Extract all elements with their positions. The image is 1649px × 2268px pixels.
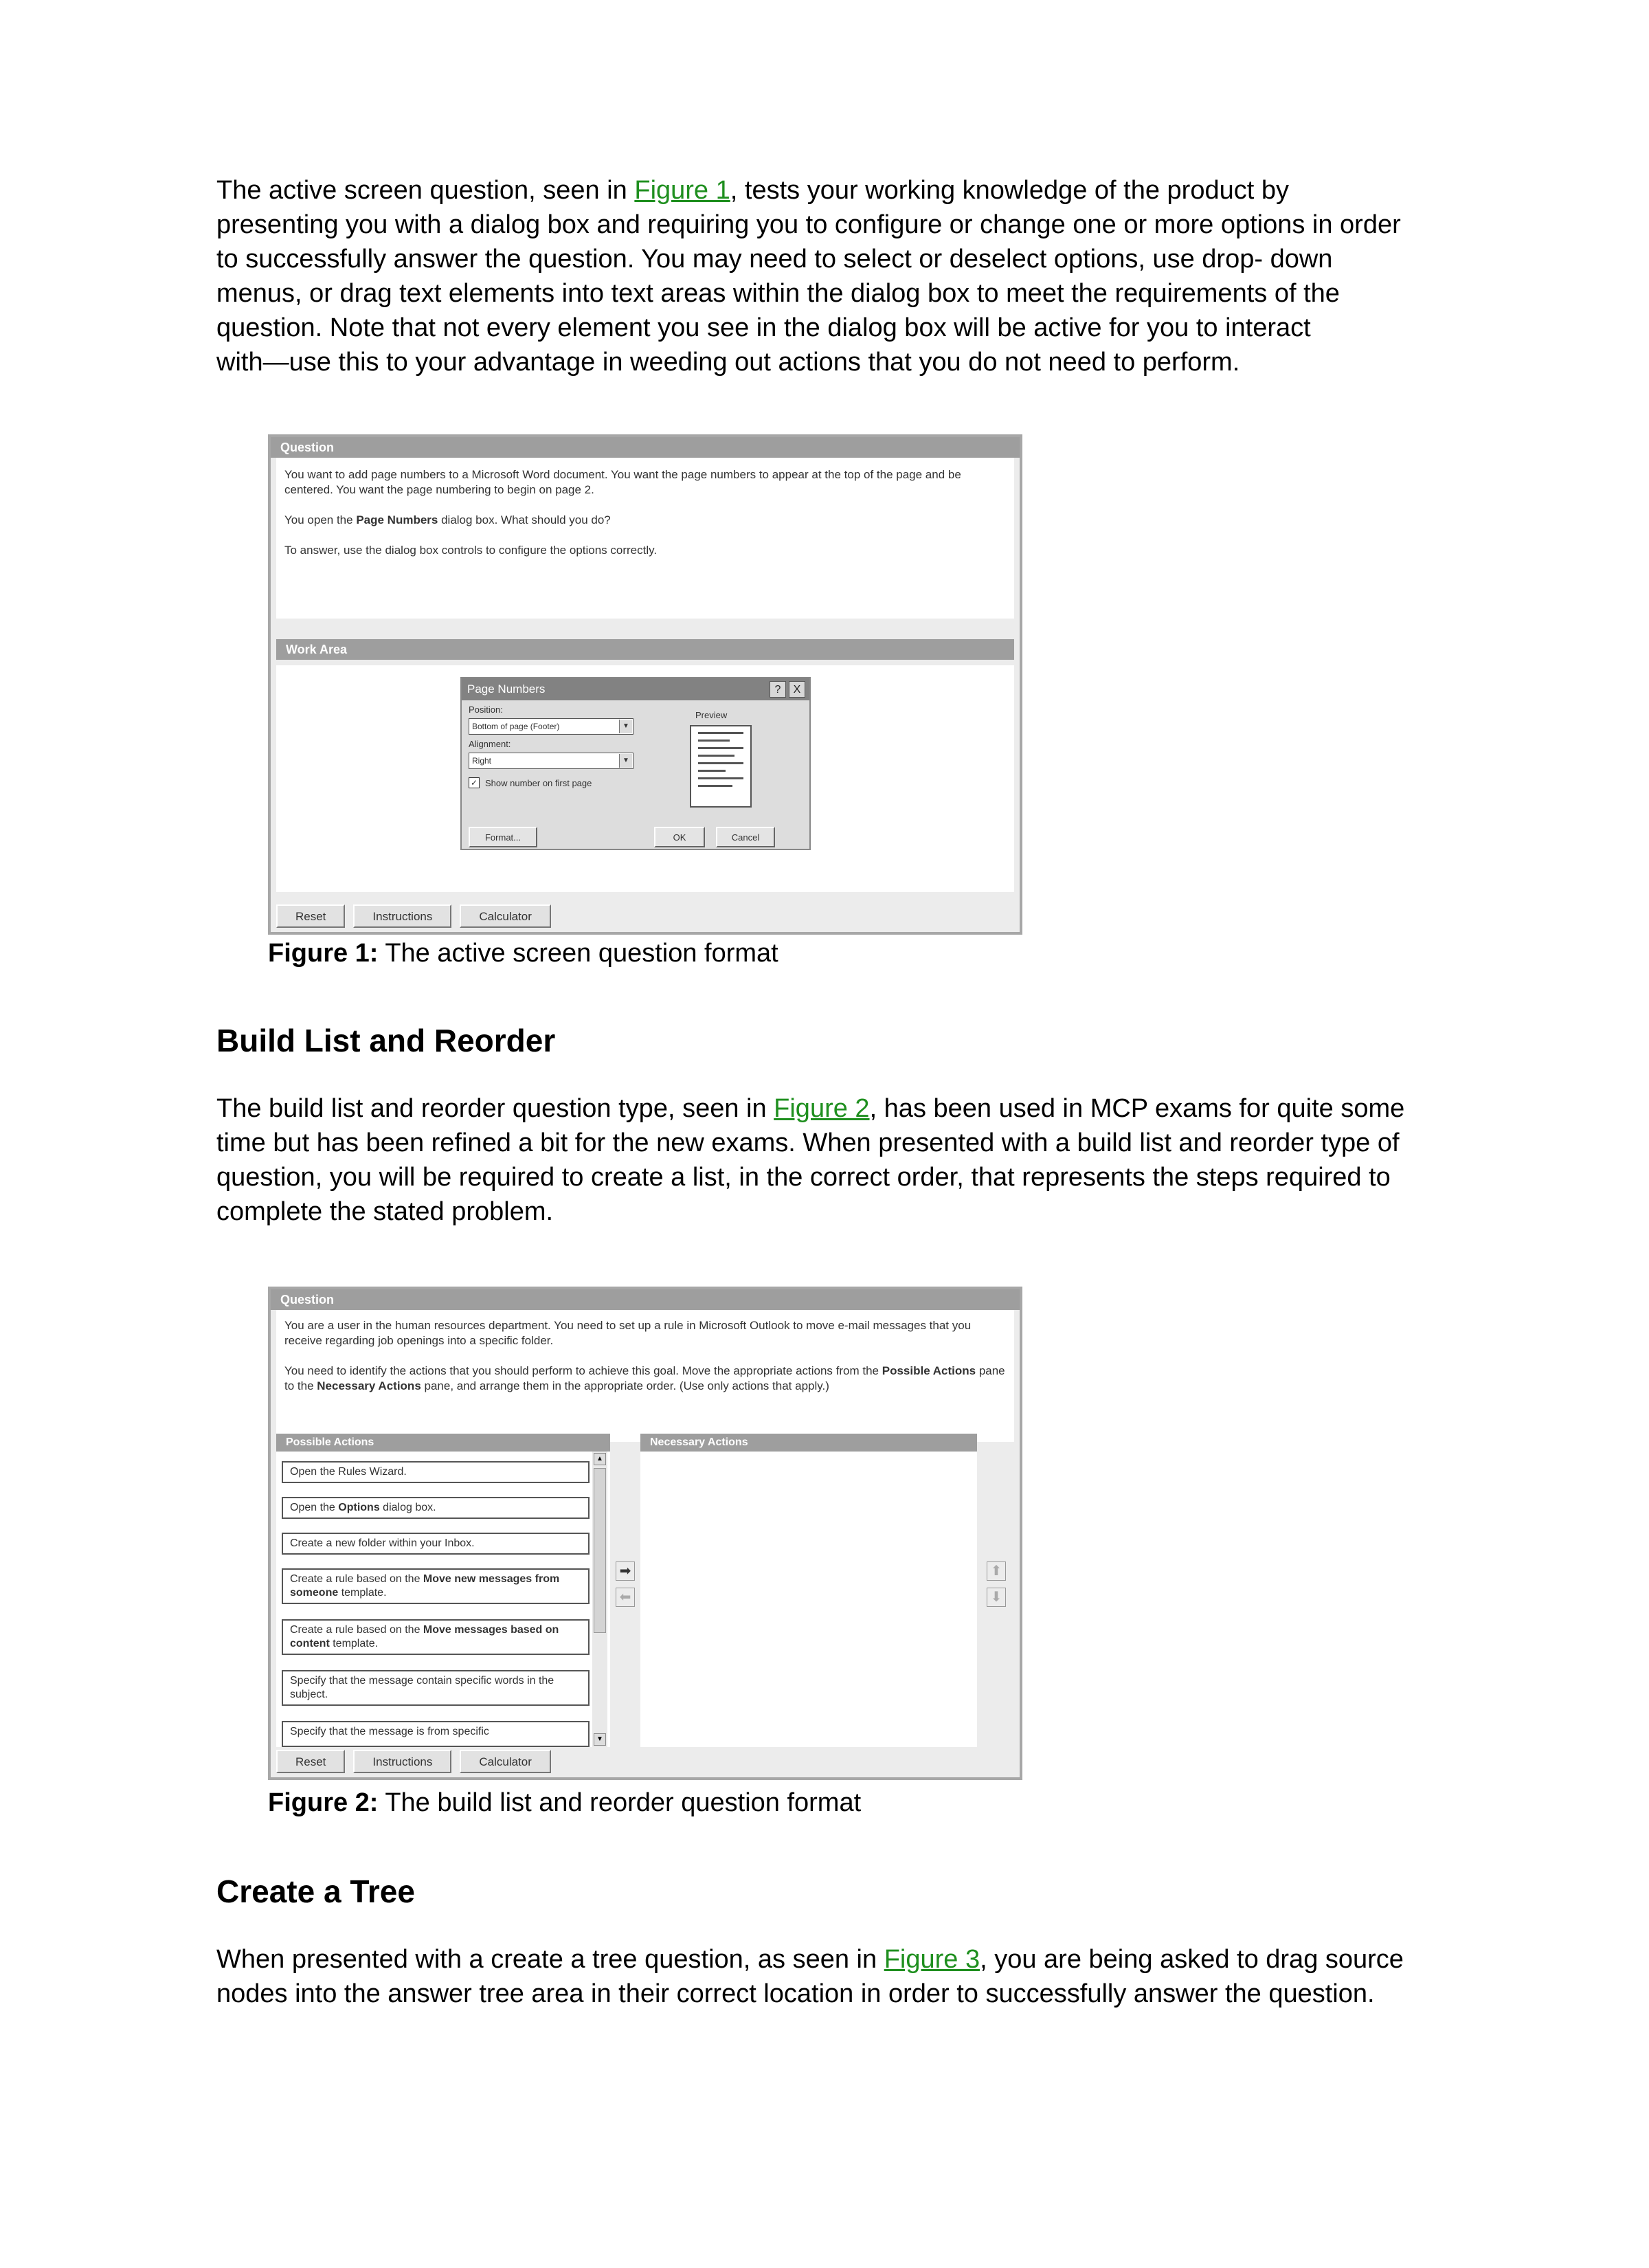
position-select[interactable]: Bottom of page (Footer) ▼ (469, 718, 633, 735)
calculator-button[interactable]: Calculator (460, 904, 551, 928)
intro-line-1: The active screen question, seen in Figure 1, tests your working knowledge of the product by (216, 176, 1289, 205)
figure-3-link[interactable]: Figure 3 (884, 1945, 980, 1974)
action-item[interactable]: Create a rule based on the Move new messages from someone template. (282, 1568, 590, 1604)
figure-2-caption: Figure 2: The build list and reorder question format (268, 1788, 862, 1817)
intro-line-5: question. Note that not every element you see in the dialog box will be active for you to interact (216, 313, 1311, 342)
figure-2-link[interactable]: Figure 2 (774, 1094, 870, 1123)
possible-actions-bar: Possible Actions (276, 1434, 610, 1452)
show-first-page-checkbox[interactable]: ✓ Show number on first page (469, 777, 592, 788)
possible-actions-scrollbar[interactable] (592, 1452, 607, 1747)
build-list-paragraph: The build list and reorder question type, seen in Figure 2, has been used in MCP exams for quite some time but has been refined a bit for the new exams. When presented with a build list and reorder type of question, you will be required to create a list, in the correct order, that represents the steps required to complete the stated problem. (216, 1094, 1405, 1226)
scroll-down-icon[interactable]: ▼ (594, 1733, 606, 1746)
move-right-arrow-icon[interactable]: ➡ (616, 1561, 635, 1581)
intro-paragraph (216, 173, 1522, 379)
intro-line-4: menus, or drag text elements into text areas within the dialog box to meet the requirements of the (216, 279, 1340, 308)
move-left-arrow-icon[interactable]: ⬅ (616, 1588, 635, 1607)
preview-label: Preview (695, 710, 728, 720)
close-icon[interactable]: X (789, 681, 805, 698)
figure-1-link[interactable]: Figure 1 (634, 176, 730, 205)
chevron-down-icon[interactable]: ▼ (619, 720, 632, 733)
bottom-button-row (276, 1750, 551, 1773)
question-bar: Question (271, 437, 1020, 458)
action-item[interactable]: Specify that the message contain specific words in the subject. (282, 1670, 590, 1706)
alignment-label: Alignment: (469, 739, 511, 749)
create-tree-paragraph: When presented with a create a tree question, as seen in Figure 3, you are being asked to drag source nodes into the answer tree area in their correct location in order to successfully answer the question. (216, 1945, 1404, 2008)
action-item[interactable]: Specify that the message is from specific (282, 1721, 590, 1747)
scroll-thumb[interactable] (594, 1468, 606, 1633)
move-up-arrow-icon[interactable]: ⬆ (987, 1561, 1006, 1581)
page-numbers-dialog (460, 677, 811, 850)
question-text: You want to add page numbers to a Microsoft Word document. You want the page numbers to appear at the top of the page and be centered. You want the page numbering to begin on page 2. You open the Page Numbers dialog box. What should you do? To answer, use the dialog box controls to configure the options correctly. (276, 458, 1014, 619)
action-item[interactable]: Create a rule based on the Move messages based on content template. (282, 1619, 590, 1655)
action-item[interactable]: Open the Options dialog box. (282, 1497, 590, 1519)
intro-line-2: presenting you with a dialog box and requiring you to configure or change one or more options in order (216, 210, 1401, 239)
bottom-button-row (276, 904, 551, 928)
action-item[interactable]: Open the Rules Wizard. (282, 1461, 590, 1483)
cancel-button[interactable]: Cancel (716, 827, 775, 847)
necessary-actions-pane (640, 1434, 977, 1747)
work-area (276, 665, 1014, 892)
figure-2-screenshot (268, 1287, 1022, 1780)
reset-button[interactable]: Reset (276, 904, 345, 928)
section-heading-build-list: Build List and Reorder (216, 1023, 556, 1058)
position-label: Position: (469, 704, 503, 715)
help-icon[interactable]: ? (770, 681, 786, 698)
instructions-button[interactable]: Instructions (353, 904, 451, 928)
work-area-bar: Work Area (276, 639, 1014, 660)
necessary-actions-bar: Necessary Actions (640, 1434, 977, 1452)
calculator-button[interactable]: Calculator (460, 1750, 551, 1773)
page-preview (690, 725, 752, 808)
scroll-up-icon[interactable]: ▲ (594, 1453, 606, 1465)
action-item[interactable]: Create a new folder within your Inbox. (282, 1533, 590, 1555)
intro-line-6: with—use this to your advantage in weeding out actions that you do not need to perform. (216, 348, 1240, 377)
build-list-panes (276, 1434, 1014, 1747)
question-bar: Question (271, 1289, 1020, 1310)
question-text: You are a user in the human resources department. You need to set up a rule in Microsoft Outlook to move e-mail messages that you receive regarding job openings into a specific folder. You need to identify the actions that you should perform to achieve this goal. Move the appropriate actions from the Possible Actions pane to the Necessary Actions pane, and arrange them in the appropriate order. (Use only actions that apply.) (276, 1310, 1014, 1442)
section-heading-create-tree: Create a Tree (216, 1874, 415, 1909)
chevron-down-icon[interactable]: ▼ (619, 754, 632, 768)
reset-button[interactable]: Reset (276, 1750, 345, 1773)
figure-1-screenshot (268, 434, 1022, 935)
ok-button[interactable]: OK (654, 827, 705, 847)
move-down-arrow-icon[interactable]: ⬇ (987, 1588, 1006, 1607)
alignment-select[interactable]: Right ▼ (469, 753, 633, 769)
checkmark-icon[interactable]: ✓ (469, 777, 480, 788)
instructions-button[interactable]: Instructions (353, 1750, 451, 1773)
figure-1-caption: Figure 1: The active screen question format (268, 939, 778, 968)
dialog-title-bar: Page Numbers ? X (462, 678, 809, 700)
format-button[interactable]: Format... (469, 827, 537, 847)
possible-actions-pane (276, 1434, 610, 1747)
intro-line-3: to successfully answer the question. You may need to select or deselect options, use drop- down (216, 245, 1333, 274)
